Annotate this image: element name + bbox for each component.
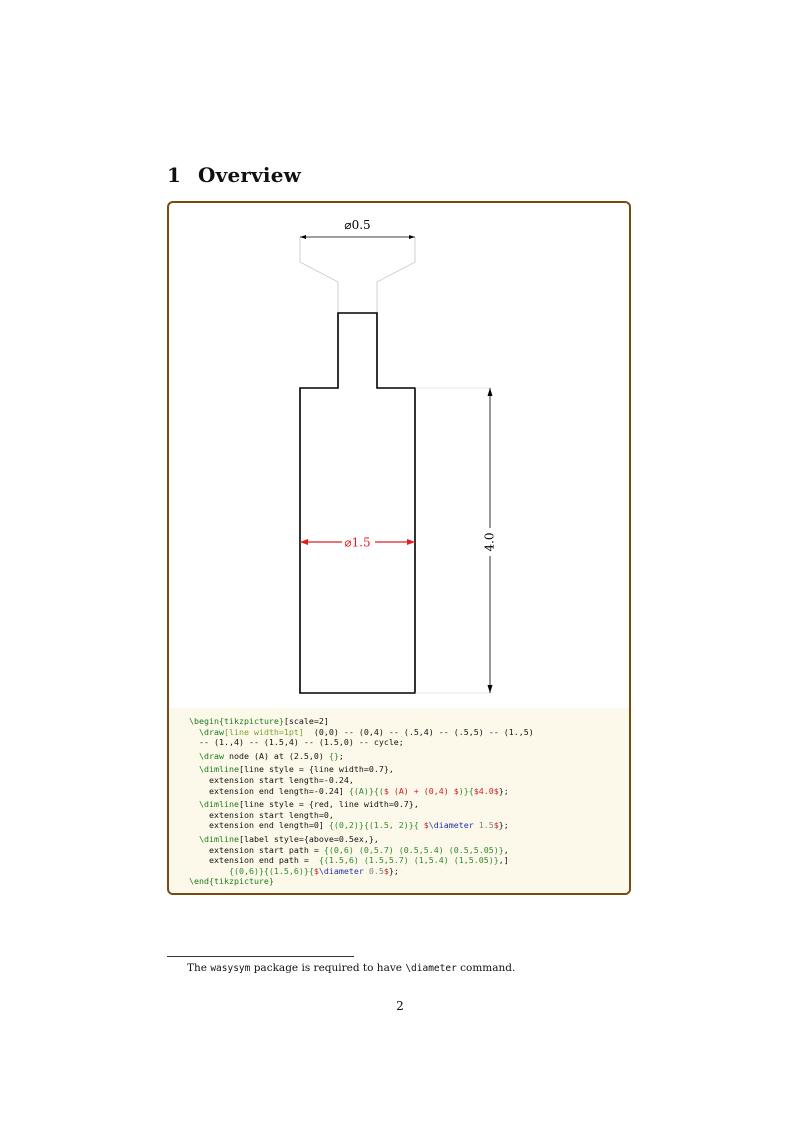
code-line: \end{tikzpicture} — [189, 876, 274, 887]
code-line: extension start path = {(0,6) (0,5.7) (0.5,5.4) (0.5,5.05)}, — [208, 844, 509, 855]
top-dimension-label: ⌀0.5 — [344, 218, 371, 232]
code-line: \dimline[line style = {red, line width=0.7}, — [199, 799, 419, 810]
code-panel — [169, 708, 629, 893]
section-heading — [167, 163, 301, 187]
top-extension-left — [300, 237, 338, 313]
middle-arrow-left — [300, 539, 308, 545]
code-line: \draw[line width=1pt] (0,0) -- (0,4) -- (.5,4) -- (.5,5) -- (1.,5) — [199, 726, 534, 737]
code-line: extension start length=-0.24, — [208, 774, 354, 785]
right-dimension-label: 4.0 — [482, 532, 497, 552]
top-arrow-left — [300, 235, 306, 239]
code-line: \begin{tikzpicture}[scale=2] — [189, 716, 329, 726]
footnote-command: \diameter — [405, 963, 457, 974]
bottle-figure — [169, 203, 629, 708]
footnote-package: wasysym — [210, 963, 251, 974]
bottle-outline — [300, 313, 415, 693]
middle-dimension-label: ⌀1.5 — [344, 535, 371, 550]
section-title: Overview — [198, 163, 302, 187]
page-number: 2 — [396, 999, 404, 1013]
footnote-rule — [167, 956, 354, 957]
top-arrow-right — [409, 235, 415, 239]
code-line: extension end length=0] {(0,2)}{(1.5, 2)}{ $\diameter 1.5$}; — [208, 820, 509, 831]
code-line: extension start length=0, — [208, 809, 334, 820]
code-line: extension end length=-0.24] {(A)}{($ (A) + (0,4) $)}{$4.0$}; — [208, 785, 509, 796]
code-block — [169, 708, 629, 887]
section-number: 1 — [167, 163, 182, 187]
right-arrow-bottom — [488, 685, 493, 693]
code-line: \dimline[line style = {line width=0.7}, — [199, 764, 394, 775]
code-line: \draw node (A) at (2.5,0) {}; — [199, 750, 344, 761]
footnote: The wasysym package is required to have \diameter command. — [187, 962, 516, 974]
example-box — [167, 201, 631, 895]
middle-arrow-right — [407, 539, 415, 545]
code-line: extension end path = {(1.5,6) (1.5,5.7) (1,5.4) (1,5.05)},] — [208, 855, 509, 866]
code-line: -- (1.,4) -- (1.5,4) -- (1.5,0) -- cycle; — [199, 737, 404, 748]
code-line: \dimline[label style={above=0.5ex,}, — [199, 833, 379, 844]
top-extension-right — [377, 237, 415, 313]
code-line: {(0,6)}{(1.5,6)}{$\diameter 0.5$}; — [228, 865, 399, 876]
right-arrow-top — [488, 388, 493, 396]
